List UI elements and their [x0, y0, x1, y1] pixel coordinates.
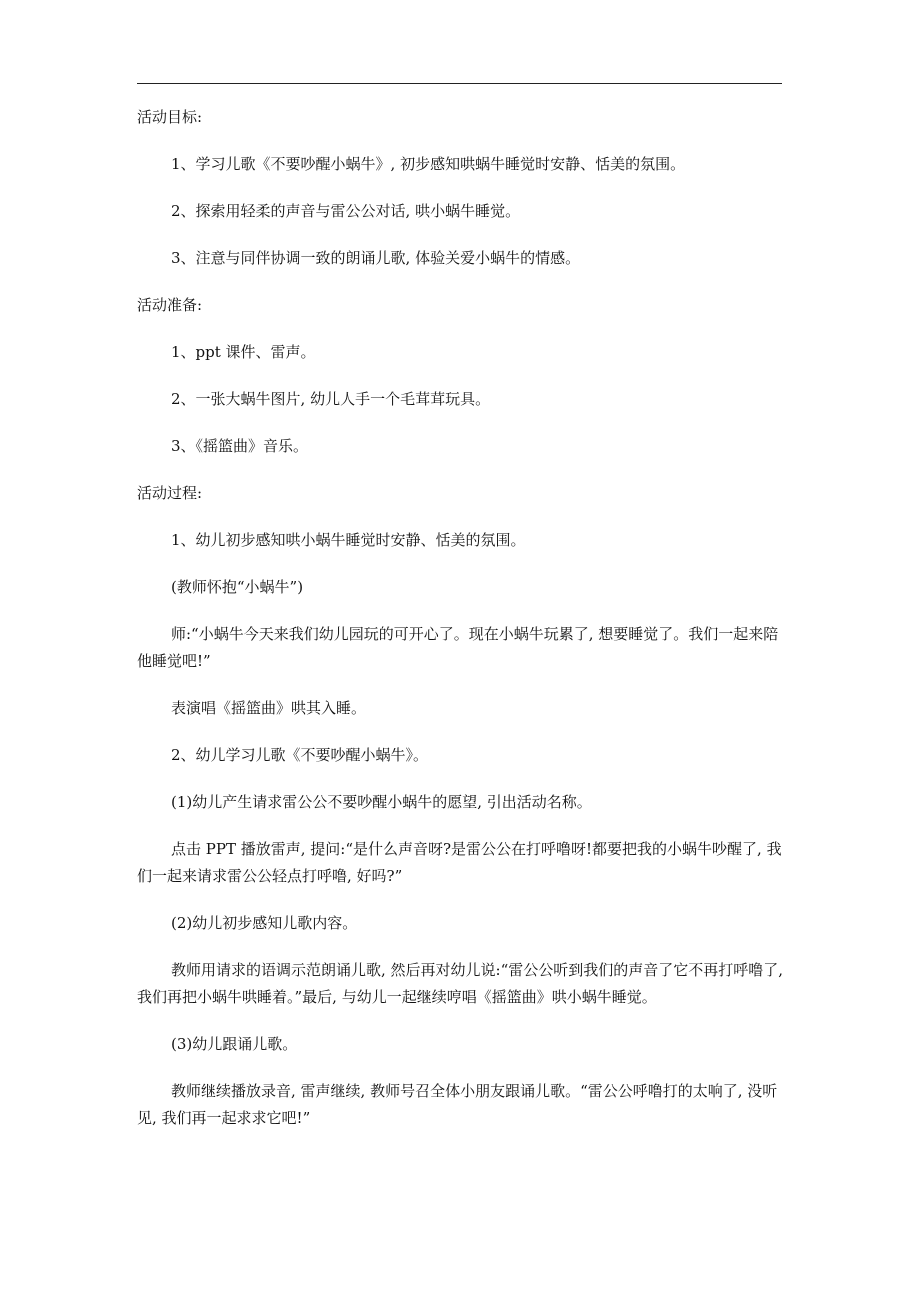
goals-item-2: 2、探索用轻柔的声音与雷公公对话, 哄小蜗牛睡觉。	[171, 202, 521, 220]
process-substep-1: (1)幼儿产生请求雷公公不要吵醒小蜗牛的愿望, 引出活动名称。	[171, 793, 592, 811]
preparation-item-1: 1、ppt 课件、雷声。	[171, 343, 316, 361]
process-follow-recite: 教师继续播放录音, 雷声继续, 教师号召全体小朋友跟诵儿歌。“雷公公呼噜打的太响了, 没听见, 我们再一起求求它吧!”	[137, 1082, 778, 1127]
process-note-teacher-holds: (教师怀抱“小蜗牛”)	[171, 578, 304, 596]
document-body	[137, 104, 787, 1152]
process-substep-3: (3)幼儿跟诵儿歌。	[171, 1035, 298, 1053]
goals-item-1: 1、学习儿歌《不要吵醒小蜗牛》, 初步感知哄蜗牛睡觉时安静、恬美的氛围。	[171, 155, 686, 173]
preparation-item-3: 3、《摇篮曲》音乐。	[171, 437, 309, 455]
process-ppt-thunder: 点击 PPT 播放雷声, 提问:“是什么声音呀?是雷公公在打呼噜呀!都要把我的小蜗牛吵醒了, 我们一起来请求雷公公轻点打呼噜, 好吗?”	[137, 840, 782, 885]
process-demo-recite: 教师用请求的语调示范朗诵儿歌, 然后再对幼儿说:“雷公公听到我们的声音了它不再打呼噜了, 我们再把小蜗牛哄睡着。”最后, 与幼儿一起继续哼唱《摇篮曲》哄小蜗牛睡觉。	[137, 961, 784, 1006]
goals-item-3: 3、注意与同伴协调一致的朗诵儿歌, 体验关爱小蜗牛的情感。	[171, 249, 581, 267]
process-substep-2: (2)幼儿初步感知儿歌内容。	[171, 914, 358, 932]
preparation-heading: 活动准备:	[137, 296, 203, 314]
process-teacher-speech: 师:“小蜗牛今天来我们幼儿园玩的可开心了。现在小蜗牛玩累了, 想要睡觉了。我们一起来陪他睡觉吧!”	[137, 625, 779, 670]
process-heading: 活动过程:	[137, 484, 203, 502]
process-step-2: 2、幼儿学习儿歌《不要吵醒小蜗牛》。	[171, 746, 429, 764]
process-lullaby: 表演唱《摇篮曲》哄其入睡。	[171, 699, 367, 717]
goals-heading: 活动目标:	[137, 108, 203, 126]
process-step-1: 1、幼儿初步感知哄小蜗牛睡觉时安静、恬美的氛围。	[171, 531, 526, 549]
preparation-item-2: 2、一张大蜗牛图片, 幼儿人手一个毛茸茸玩具。	[171, 390, 491, 408]
header-rule	[137, 83, 782, 84]
